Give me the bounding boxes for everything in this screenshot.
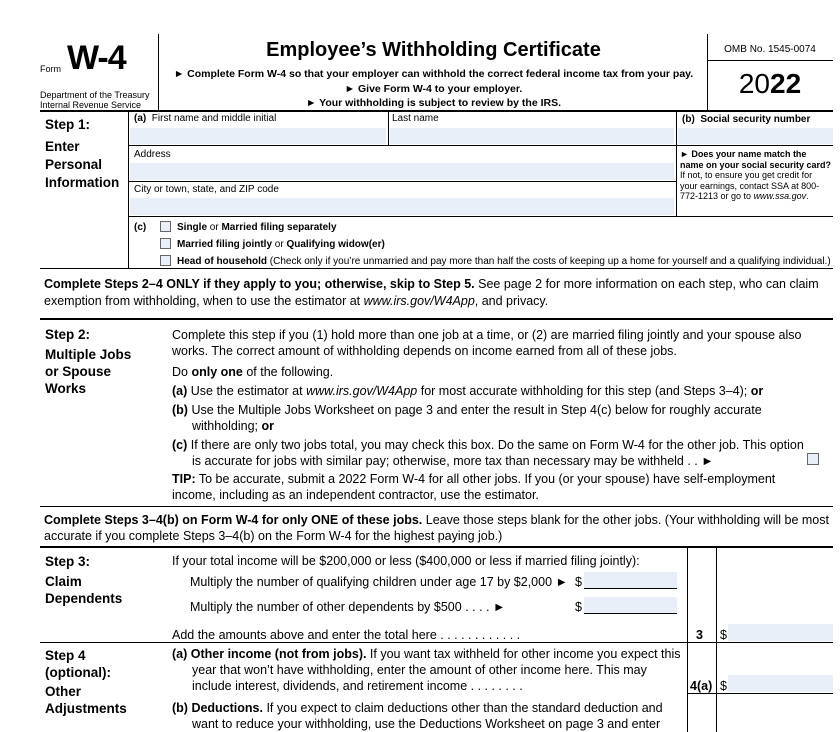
instruction-3: ► Your withholding is subject to review by the IRS. [305,97,562,109]
filing-option-married: Married filing jointly or Qualifying widow(er) [177,239,385,250]
step2-option-a: (a) Use the estimator at www.irs.gov/W4App for most accurate withholding for this step (and Steps 3–4); or [172,384,764,398]
address-label: Address [134,149,171,160]
line-4a-input[interactable] [728,675,833,692]
city-label: City or town, state, and ZIP code [134,184,279,195]
form-word: Form [40,64,61,74]
step2-intro: Complete this step if you (1) hold more than one job at a time, or (2) are married filing jointly and your spouse also works. The correct amount of withholding depends on income earned from all of these jobs. [172,328,802,358]
dept-line1: Department of the Treasury [40,90,150,100]
filing-option-single: Single or Married filing separately [177,222,337,233]
line-3-dollar: $ [720,628,727,642]
line-4a-number: 4(a) [690,679,713,693]
line-4a-dollar: $ [720,679,727,693]
form-title: Employee’s Withholding Certificate [266,39,601,61]
first-name-label: (a) First name and middle initial [134,113,277,124]
step2-do-one: Do only one of the following. [172,365,334,379]
steps-2-4-instruction: Complete Steps 2–4 ONLY if they apply to you; otherwise, skip to Step 5. See page 2 for more information on each step, who can claim exemption from withholding, when to use the estimator at www.irs.gov/W4App, and privacy. [44,277,819,308]
address-input[interactable] [130,163,674,180]
step4-option-a: (a) Other income (not from jobs). If you want tax withheld for other income you expect this year that won’t have withholding, enter the amount of other income here. This may include interest, dividends, and retirement income . . . . . . . . [172,647,681,693]
form-number: W-4 [67,39,126,77]
instruction-2: ► Give Form W-4 to your employer. [344,83,523,95]
head-of-household-checkbox[interactable] [160,255,171,266]
line-3-input[interactable] [728,624,833,641]
qualifying-children-input[interactable] [584,572,677,589]
qualifying-children-label: Multiply the number of qualifying children under age 17 by $2,000 ► [190,575,568,589]
ssa-note: ► Does your name match the name on your social security card? If not, to ensure you get credit for your earnings, contact SSA at 800-772-1213 or go to www.ssa.gov. [680,149,832,201]
first-name-input[interactable] [130,128,386,144]
city-input[interactable] [130,198,674,215]
line-3-number: 3 [696,628,703,642]
ssn-input[interactable] [678,128,833,144]
step2-tip: TIP: To be accurate, submit a 2022 Form W-4 for all other jobs. If you (or your spouse) have self-employment income, including as an independent contractor, use the estimator. [172,472,776,502]
dollar-sign: $ [575,600,582,614]
last-name-label: Last name [392,113,439,124]
instruction-1: ► Complete Form W-4 so that your employer can withhold the correct federal income tax from your pay. [173,68,694,80]
single-checkbox[interactable] [160,221,171,232]
form-year: 2022 [738,68,802,99]
step2-option-c: (c) If there are only two jobs total, you may check this box. Do the same on Form W-4 for the other job. This option is accurate for jobs with similar pay; otherwise, more tax than necessary may be withheld . . ► [172,438,804,468]
steps-3-4-instruction: Complete Steps 3–4(b) on Form W-4 for only ONE of these jobs. Leave those steps blank for the other jobs. (Your withholding will be most accurate if you complete Steps 3–4(b) on the Form W-4 for the highest paying job.) [44,513,829,543]
ssn-label: (b) Social security number [682,114,811,125]
married-jointly-checkbox[interactable] [160,238,171,249]
step2-option-b: (b) Use the Multiple Jobs Worksheet on page 3 and enter the result in Step 4(c) below for roughly accurate withholding; or [172,403,762,433]
other-dependents-label: Multiply the number of other dependents by $500 . . . . ► [190,600,506,614]
dollar-sign: $ [575,575,582,589]
total-dependents-label: Add the amounts above and enter the total here . . . . . . . . . . . . [172,628,521,642]
omb-number: OMB No. 1545-0074 [724,44,816,55]
step4-option-b: (b) Deductions. If you expect to claim deductions other than the standard deduction and want to reduce your withholding, use the Deductions Worksheet on page 3 and enter [172,701,663,731]
filing-status-tag: (c) [134,222,147,233]
dept-line2: Internal Revenue Service [40,100,142,110]
other-dependents-input[interactable] [584,597,677,614]
last-name-input[interactable] [390,128,674,144]
filing-option-hoh: Head of household (Check only if you’re unmarried and pay more than half the costs of keeping up a home for yourself and a qualifying individual.) [177,256,831,267]
step3-intro: If your total income will be $200,000 or less ($400,000 or less if married filing jointly): [172,554,640,568]
two-jobs-checkbox[interactable] [807,453,819,465]
